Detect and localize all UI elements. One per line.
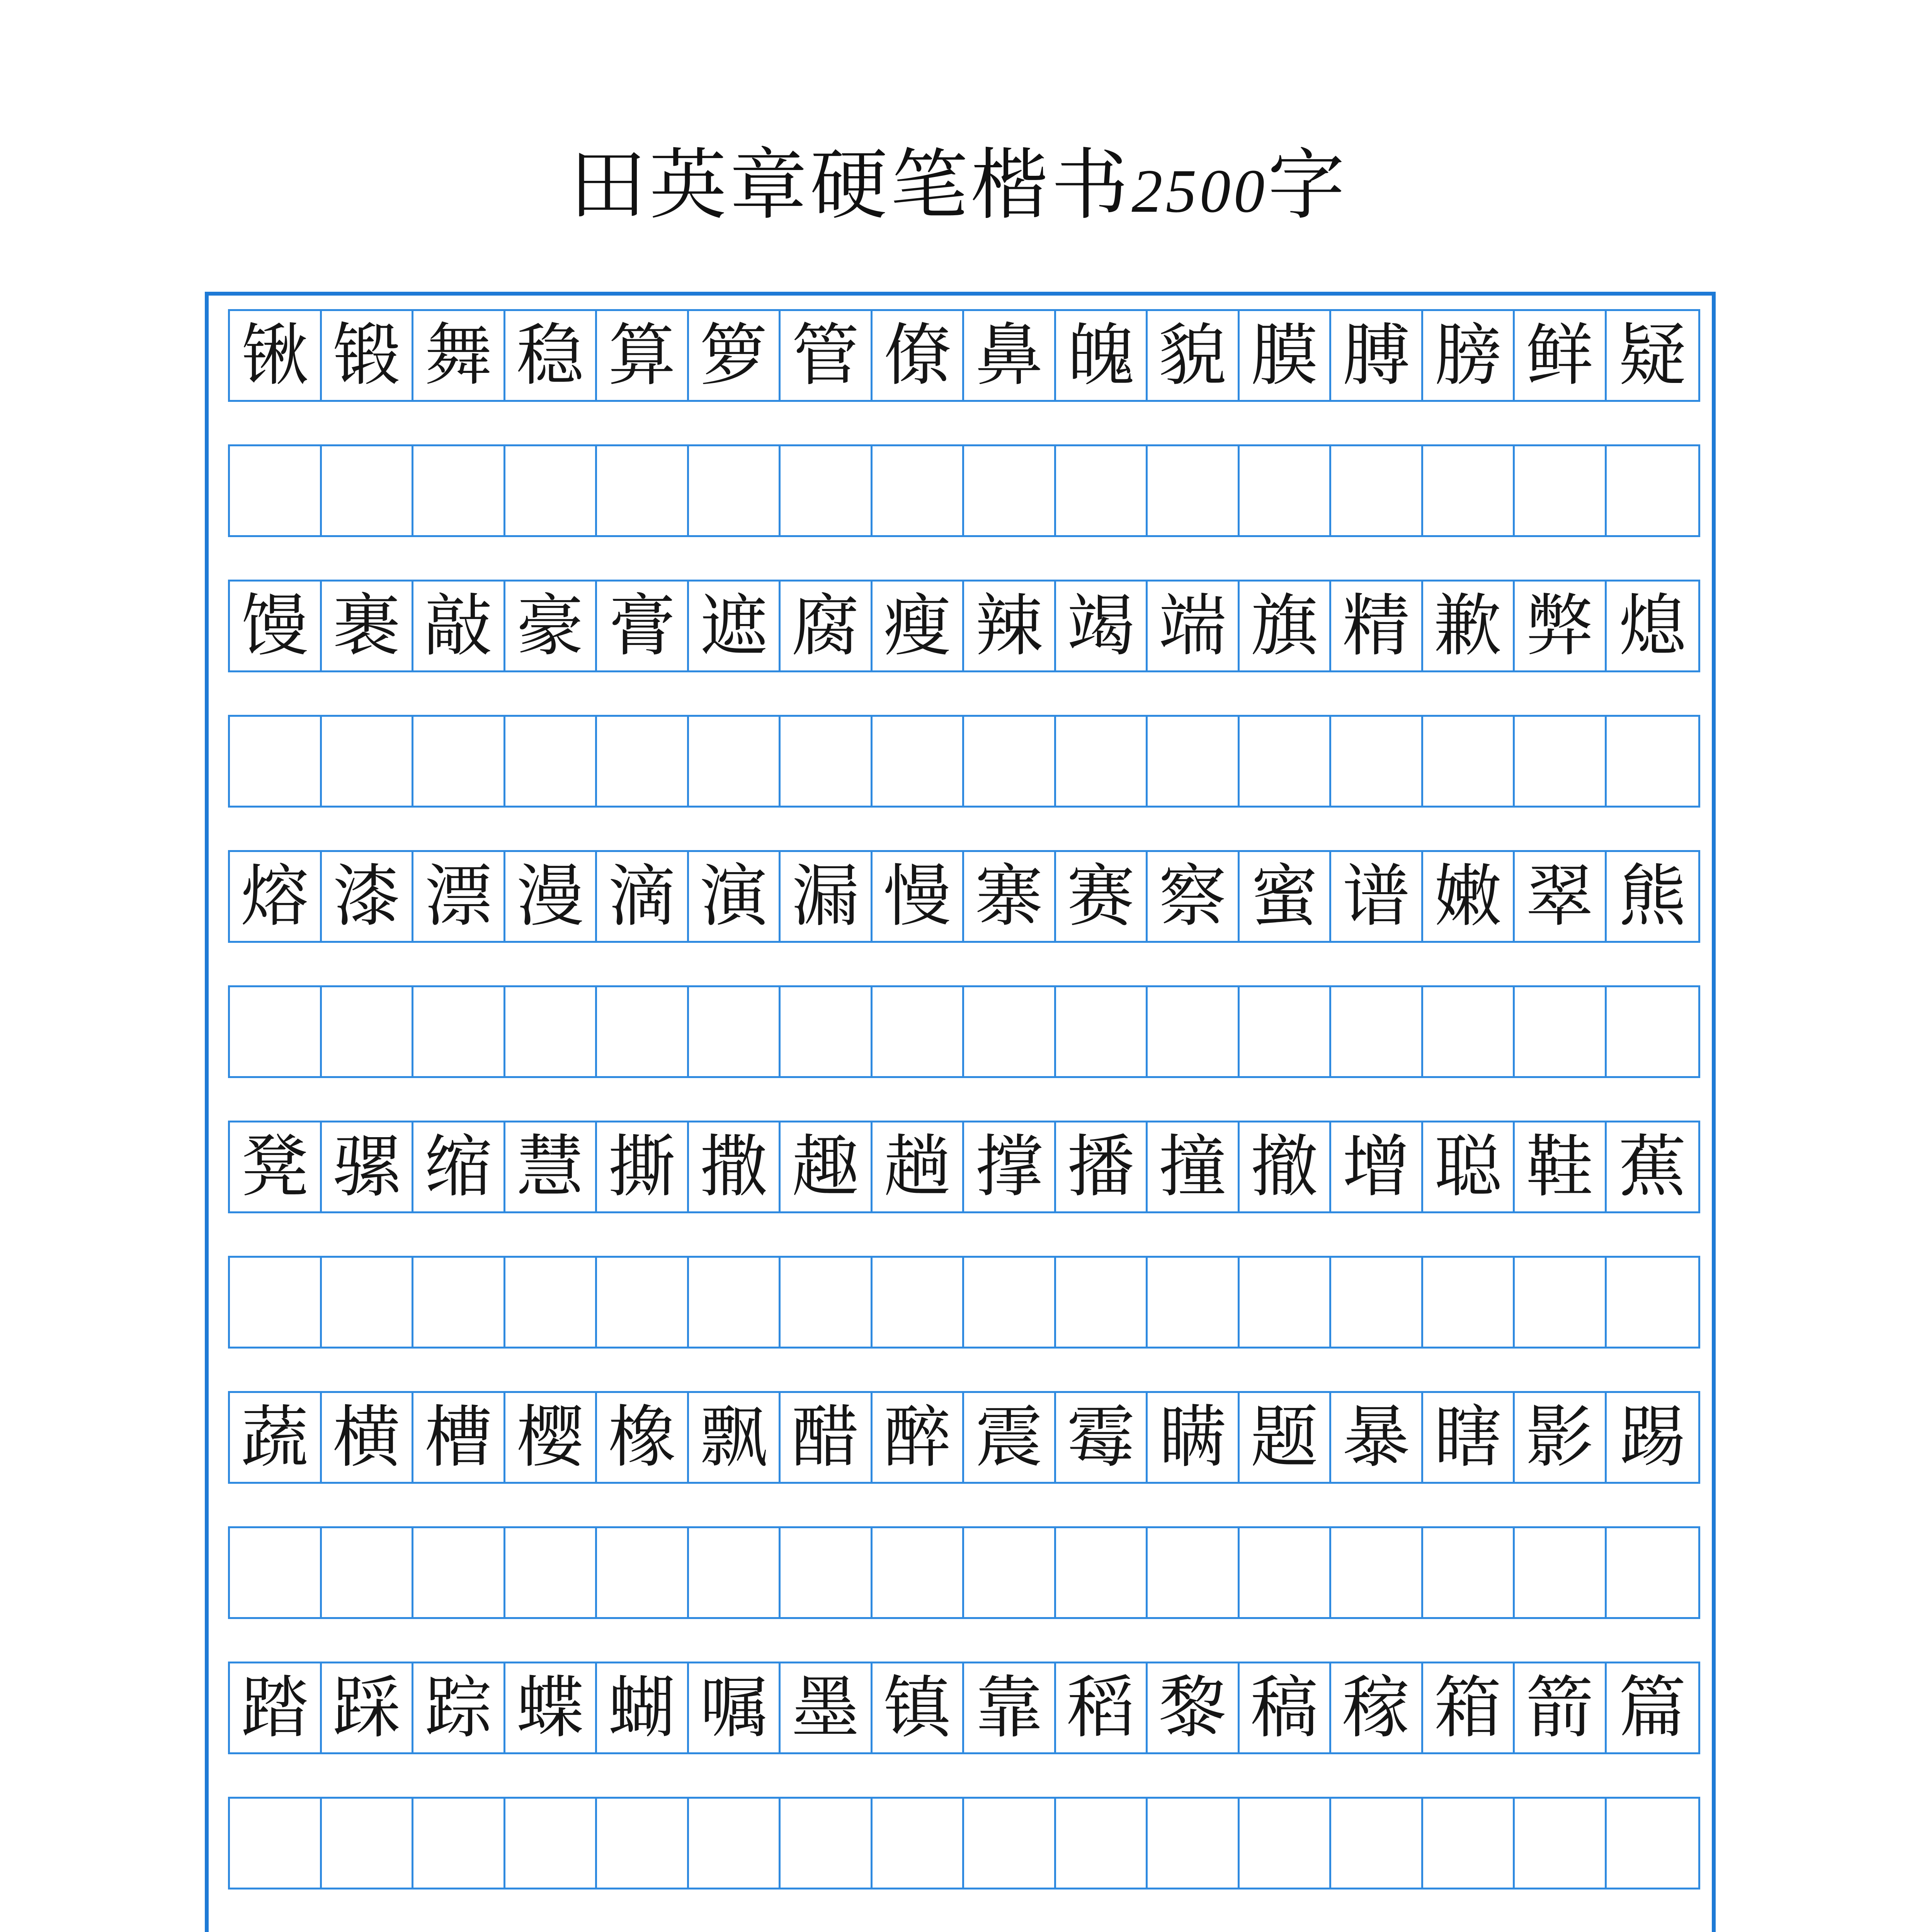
character-cell: 漫 xyxy=(505,852,597,941)
character-cell: 锹 xyxy=(230,311,322,400)
practice-cell[interactable] xyxy=(1331,446,1423,535)
character-cell: 醋 xyxy=(781,1393,873,1482)
practice-cell[interactable] xyxy=(1331,717,1423,806)
character-cell: 膀 xyxy=(1423,311,1515,400)
character-cell: 飘 xyxy=(689,1393,781,1482)
character-cell: 篇 xyxy=(1618,1668,1686,1747)
practice-cell[interactable] xyxy=(873,717,964,806)
character-cell: 黎 xyxy=(1148,1663,1240,1752)
practice-cell[interactable] xyxy=(1515,987,1607,1076)
practice-cell[interactable] xyxy=(1607,1258,1699,1347)
practice-cell[interactable] xyxy=(322,1528,414,1617)
character-cell: 稿 xyxy=(1240,1663,1332,1752)
practice-cell[interactable] xyxy=(413,717,505,806)
character-cell: 撕 xyxy=(597,1122,689,1211)
character-cell: 膏 xyxy=(597,582,689,670)
character-cell: 箭 xyxy=(1515,1663,1607,1752)
practice-cell[interactable] xyxy=(322,446,414,535)
character-cell: 踩 xyxy=(322,1663,414,1752)
character-cell: 慢 xyxy=(873,852,964,941)
character-cell: 膊 xyxy=(1331,311,1423,400)
character-cell: 演 xyxy=(689,852,781,941)
character-cell: 撒 xyxy=(689,1122,781,1211)
title-suffix: 字 xyxy=(1267,140,1348,230)
character-cell: 竭 xyxy=(1056,582,1148,670)
practice-cell[interactable] xyxy=(505,446,597,535)
practice-cell[interactable] xyxy=(505,1799,597,1888)
character-cell: 骡 xyxy=(322,1122,414,1211)
character-cell: 舞 xyxy=(413,311,505,400)
practice-cell[interactable] xyxy=(1515,1799,1607,1888)
practice-cell[interactable] xyxy=(1056,1258,1148,1347)
practice-cell[interactable] xyxy=(505,717,597,806)
practice-cell[interactable] xyxy=(1423,1258,1515,1347)
character-cell: 鼻 xyxy=(964,311,1056,400)
practice-cell[interactable] xyxy=(1240,1799,1332,1888)
character-cell: 蝶 xyxy=(505,1663,597,1752)
character-row xyxy=(228,1662,1700,1754)
practice-cell[interactable] xyxy=(230,1528,322,1617)
character-row xyxy=(228,1121,1700,1213)
character-cell: 聪 xyxy=(1423,1122,1515,1211)
practice-cell[interactable] xyxy=(964,987,1056,1076)
character-cell: 敲 xyxy=(413,582,505,670)
practice-cell[interactable] xyxy=(1331,1799,1423,1888)
practice-cell[interactable] xyxy=(873,1799,964,1888)
practice-cell[interactable] xyxy=(322,1258,414,1347)
character-cell: 精 xyxy=(1331,582,1423,670)
practice-cell[interactable] xyxy=(1240,446,1332,535)
character-cell: 增 xyxy=(1331,1122,1423,1211)
character-cell: 震 xyxy=(964,1393,1056,1482)
character-cell: 瞎 xyxy=(1423,1393,1515,1482)
practice-cell[interactable] xyxy=(230,717,322,806)
character-cell: 鲜 xyxy=(1515,311,1607,400)
character-cell: 靠 xyxy=(964,1663,1056,1752)
practice-cell[interactable] xyxy=(1148,987,1240,1076)
character-cell: 豪 xyxy=(505,582,597,670)
character-cell: 膜 xyxy=(1240,311,1332,400)
practice-cell[interactable] xyxy=(1331,1258,1423,1347)
character-cell: 魄 xyxy=(1056,311,1148,400)
character-cell: 醉 xyxy=(873,1393,964,1482)
character-cell: 漆 xyxy=(322,852,414,941)
character-cell: 撤 xyxy=(1240,1122,1332,1211)
practice-cell[interactable] xyxy=(505,1258,597,1347)
practice-row xyxy=(228,1256,1700,1349)
practice-cell[interactable] xyxy=(597,446,689,535)
practice-cell[interactable] xyxy=(1607,987,1699,1076)
practice-cell[interactable] xyxy=(1423,987,1515,1076)
practice-cell[interactable] xyxy=(1148,1799,1240,1888)
practice-cell[interactable] xyxy=(597,1258,689,1347)
practice-cell[interactable] xyxy=(964,1528,1056,1617)
character-cell: 熔 xyxy=(230,852,322,941)
title-main: 田英章硬笔楷书 xyxy=(569,140,1132,230)
character-cell: 踪 xyxy=(413,1663,505,1752)
practice-row xyxy=(228,444,1700,537)
character-cell: 貌 xyxy=(1148,311,1240,400)
character-cell: 歉 xyxy=(1423,582,1515,670)
character-cell: 槽 xyxy=(413,1393,505,1482)
character-cell: 横 xyxy=(322,1393,414,1482)
practice-cell[interactable] xyxy=(322,1799,414,1888)
character-cell: 嫩 xyxy=(1423,852,1515,941)
practice-cell[interactable] xyxy=(964,446,1056,535)
practice-cell[interactable] xyxy=(689,1799,781,1888)
character-cell: 趣 xyxy=(781,1122,873,1211)
character-cell: 锻 xyxy=(322,311,414,400)
practice-cell[interactable] xyxy=(505,987,597,1076)
practice-cell[interactable] xyxy=(597,717,689,806)
character-cell: 僚 xyxy=(873,311,964,400)
practice-cell[interactable] xyxy=(1148,446,1240,535)
character-cell: 撞 xyxy=(1148,1122,1240,1211)
practice-cell[interactable] xyxy=(1056,446,1148,535)
practice-cell[interactable] xyxy=(597,1799,689,1888)
practice-cell[interactable] xyxy=(1240,987,1332,1076)
practice-row xyxy=(228,985,1700,1078)
practice-cell[interactable] xyxy=(689,1258,781,1347)
practice-cell[interactable] xyxy=(1240,1528,1332,1617)
practice-cell[interactable] xyxy=(413,1799,505,1888)
character-cell: 踏 xyxy=(230,1663,322,1752)
title-number: 2500 xyxy=(1131,156,1268,225)
practice-cell[interactable] xyxy=(781,1528,873,1617)
character-cell: 漏 xyxy=(781,852,873,941)
character-cell: 蕉 xyxy=(1618,1128,1686,1206)
practice-cell[interactable] xyxy=(505,1528,597,1617)
character-cell: 腐 xyxy=(781,582,873,670)
character-cell: 察 xyxy=(1148,852,1240,941)
practice-cell[interactable] xyxy=(230,1799,322,1888)
character-cell: 算 xyxy=(597,311,689,400)
practice-cell[interactable] xyxy=(1240,717,1332,806)
character-cell: 管 xyxy=(781,311,873,400)
character-row xyxy=(228,580,1700,672)
practice-cell[interactable] xyxy=(781,717,873,806)
practice-cell[interactable] xyxy=(1423,717,1515,806)
practice-cell[interactable] xyxy=(1607,1799,1699,1888)
practice-cell[interactable] xyxy=(1515,446,1607,535)
character-cell: 播 xyxy=(1056,1122,1148,1211)
practice-cell[interactable] xyxy=(1331,987,1423,1076)
practice-cell[interactable] xyxy=(1056,717,1148,806)
practice-cell[interactable] xyxy=(689,987,781,1076)
page-title xyxy=(0,128,1917,243)
practice-row xyxy=(228,1526,1700,1619)
practice-cell[interactable] xyxy=(1607,717,1699,806)
practice-cell[interactable] xyxy=(1607,1528,1699,1617)
practice-cell[interactable] xyxy=(1607,446,1699,535)
character-cell: 翠 xyxy=(1515,852,1607,941)
practice-cell[interactable] xyxy=(689,1528,781,1617)
practice-cell[interactable] xyxy=(597,987,689,1076)
character-cell: 稻 xyxy=(1056,1663,1148,1752)
practice-cell[interactable] xyxy=(781,446,873,535)
character-cell: 樱 xyxy=(505,1393,597,1482)
character-cell: 蝴 xyxy=(597,1663,689,1752)
practice-cell[interactable] xyxy=(1240,1258,1332,1347)
character-cell: 瞒 xyxy=(1148,1393,1240,1482)
practice-cell[interactable] xyxy=(873,987,964,1076)
character-cell: 瘦 xyxy=(873,582,964,670)
character-cell: 稼 xyxy=(1331,1663,1423,1752)
character-row xyxy=(228,850,1700,943)
practice-cell[interactable] xyxy=(964,1258,1056,1347)
practice-cell[interactable] xyxy=(413,446,505,535)
practice-cell[interactable] xyxy=(322,717,414,806)
practice-cell[interactable] xyxy=(781,987,873,1076)
practice-cell[interactable] xyxy=(689,717,781,806)
character-cell: 踢 xyxy=(1618,1398,1686,1477)
character-cell: 慧 xyxy=(505,1122,597,1211)
character-cell: 熄 xyxy=(1618,587,1686,665)
practice-cell[interactable] xyxy=(964,1799,1056,1888)
practice-cell[interactable] xyxy=(230,987,322,1076)
practice-cell[interactable] xyxy=(873,1528,964,1617)
character-cell: 稳 xyxy=(505,311,597,400)
practice-cell[interactable] xyxy=(1148,1528,1240,1617)
practice-cell[interactable] xyxy=(322,987,414,1076)
practice-cell[interactable] xyxy=(1423,446,1515,535)
character-cell: 辣 xyxy=(964,582,1056,670)
practice-cell[interactable] xyxy=(1515,1528,1607,1617)
character-cell: 漂 xyxy=(413,852,505,941)
character-cell: 缩 xyxy=(413,1122,505,1211)
practice-cell[interactable] xyxy=(1056,1528,1148,1617)
character-cell: 题 xyxy=(1240,1393,1332,1482)
character-cell: 滴 xyxy=(597,852,689,941)
character-cell: 橡 xyxy=(597,1393,689,1482)
practice-cell[interactable] xyxy=(1056,987,1148,1076)
character-cell: 嘱 xyxy=(689,1663,781,1752)
practice-cell[interactable] xyxy=(781,1799,873,1888)
practice-cell[interactable] xyxy=(689,446,781,535)
character-cell: 影 xyxy=(1515,1393,1607,1482)
character-row xyxy=(228,309,1700,402)
practice-cell[interactable] xyxy=(873,1258,964,1347)
practice-row xyxy=(228,1797,1700,1889)
practice-cell[interactable] xyxy=(873,446,964,535)
practice-cell[interactable] xyxy=(1148,717,1240,806)
character-cell: 箱 xyxy=(1423,1663,1515,1752)
character-cell: 鞋 xyxy=(1515,1122,1607,1211)
practice-cell[interactable] xyxy=(1423,1528,1515,1617)
character-cell: 寨 xyxy=(964,852,1056,941)
character-cell: 霉 xyxy=(1056,1393,1148,1482)
character-cell: 熊 xyxy=(1618,857,1686,936)
practice-cell[interactable] xyxy=(1148,1258,1240,1347)
character-cell: 端 xyxy=(1148,582,1240,670)
practice-cell[interactable] xyxy=(1515,717,1607,806)
practice-cell[interactable] xyxy=(1331,1528,1423,1617)
practice-cell[interactable] xyxy=(413,1258,505,1347)
practice-cell[interactable] xyxy=(781,1258,873,1347)
practice-cell[interactable] xyxy=(413,1528,505,1617)
practice-cell[interactable] xyxy=(413,987,505,1076)
character-cell: 蔬 xyxy=(230,1393,322,1482)
practice-cell[interactable] xyxy=(964,717,1056,806)
character-cell: 撑 xyxy=(964,1122,1056,1211)
character-cell: 箩 xyxy=(689,311,781,400)
character-row xyxy=(228,1391,1700,1484)
practice-cell[interactable] xyxy=(230,446,322,535)
character-cell: 墨 xyxy=(781,1663,873,1752)
character-cell: 裹 xyxy=(322,582,414,670)
practice-cell[interactable] xyxy=(230,1258,322,1347)
character-cell: 暴 xyxy=(1331,1393,1423,1482)
practice-cell[interactable] xyxy=(597,1528,689,1617)
character-cell: 蜜 xyxy=(1240,852,1332,941)
character-cell: 谱 xyxy=(1331,852,1423,941)
character-cell: 疑 xyxy=(1618,316,1686,395)
practice-row xyxy=(228,715,1700,808)
character-cell: 赛 xyxy=(1056,852,1148,941)
character-cell: 旗 xyxy=(1240,582,1332,670)
character-cell: 趟 xyxy=(873,1122,964,1211)
practice-cell[interactable] xyxy=(1423,1799,1515,1888)
practice-cell[interactable] xyxy=(1515,1258,1607,1347)
character-cell: 遮 xyxy=(689,582,781,670)
character-cell: 馒 xyxy=(230,582,322,670)
character-cell: 凳 xyxy=(230,1122,322,1211)
practice-cell[interactable] xyxy=(1056,1799,1148,1888)
character-cell: 弊 xyxy=(1515,582,1607,670)
character-cell: 镇 xyxy=(873,1663,964,1752)
